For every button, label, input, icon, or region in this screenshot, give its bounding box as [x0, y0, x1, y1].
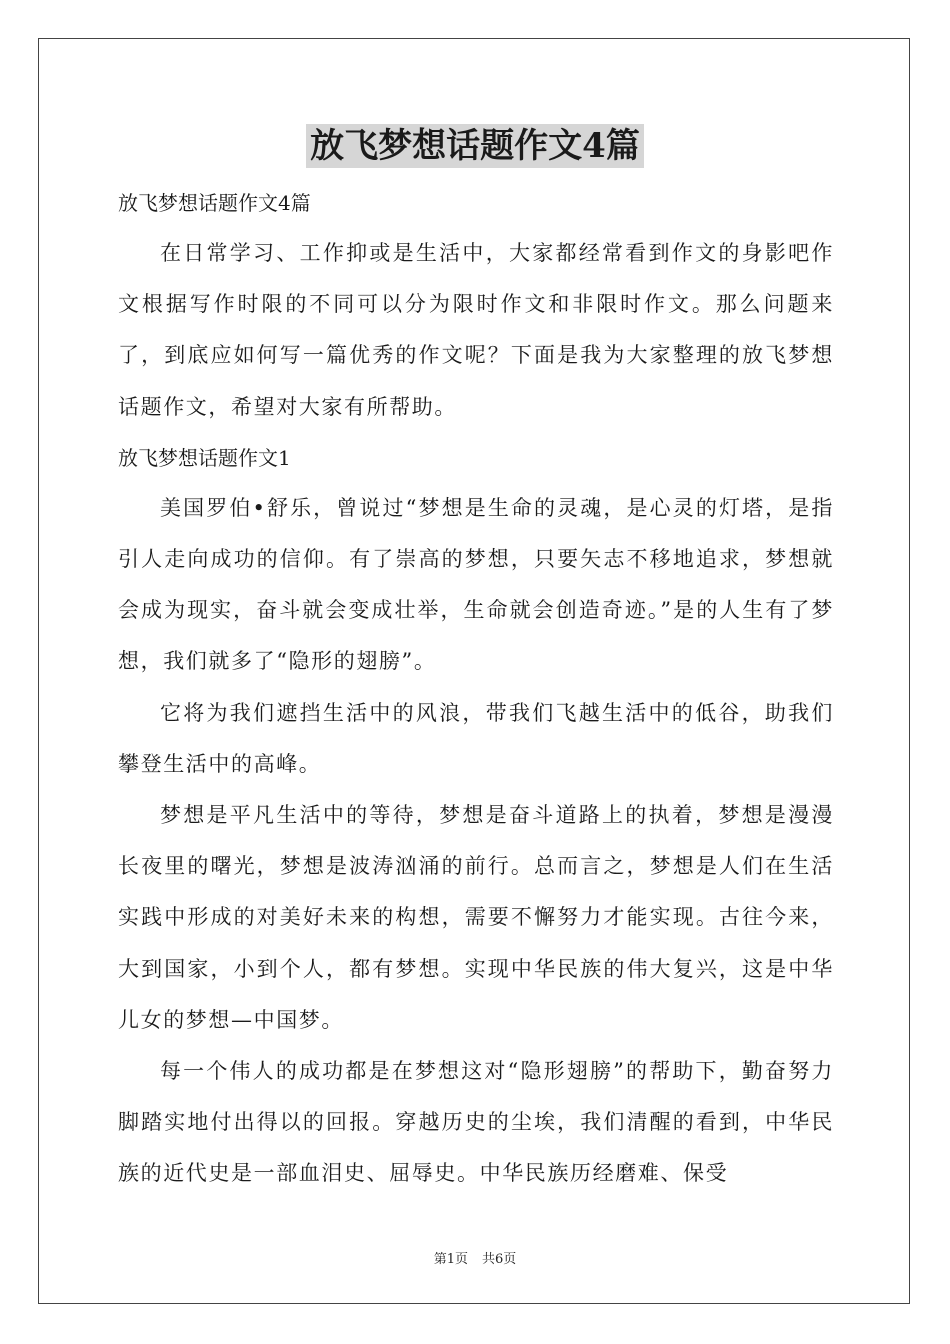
document-subtitle: 放飞梦想话题作文4篇 — [118, 191, 311, 215]
title-container — [0, 124, 950, 168]
document-body — [118, 178, 834, 1200]
section-heading: 放飞梦想话题作文1 — [118, 445, 291, 470]
body-paragraph: 梦想是平凡生活中的等待，梦想是奋斗道路上的执着，梦想是漫漫长夜里的曙光，梦想是波涛汹涌的前行。总而言之，梦想是人们在生活实践中形成的对美好未来的构想，需要不懈努力才能实现。古往今来，大到国家，小到个人，都有梦想。实现中华民族的伟大复兴，这是中华儿女的梦想—中国梦。 — [118, 803, 834, 1032]
page-number: 第1页 — [433, 1252, 468, 1267]
body-paragraph: 它将为我们遮挡生活中的风浪，带我们飞越生活中的低谷，助我们攀登生活中的高峰。 — [118, 700, 834, 776]
page-total: 共6页 — [482, 1252, 517, 1267]
body-paragraph: 美国罗伯•舒乐，曾说过“梦想是生命的灵魂，是心灵的灯塔，是指引人走向成功的信仰。有了崇高的梦想，只要矢志不移地追求，梦想就会成为现实，奋斗就会变成壮举，生命就会创造奇迹。”是的人生有了梦想，我们就多了“隐形的翅膀”。 — [118, 495, 834, 674]
document-title: 放飞梦想话题作文4篇 — [306, 124, 644, 168]
page-footer — [0, 1248, 950, 1267]
intro-paragraph: 在日常学习、工作抑或是生活中，大家都经常看到作文的身影吧作文根据写作时限的不同可以分为限时作文和非限时作文。那么问题来了，到底应如何写一篇优秀的作文呢？下面是我为大家整理的放飞梦想话题作文，希望对大家有所帮助。 — [118, 241, 834, 419]
body-paragraph: 每一个伟人的成功都是在梦想这对“隐形翅膀”的帮助下，勤奋努力脚踏实地付出得以的回报。穿越历史的尘埃，我们清醒的看到，中华民族的近代史是一部血泪史、屈辱史。中华民族历经磨难、保受 — [118, 1059, 834, 1186]
